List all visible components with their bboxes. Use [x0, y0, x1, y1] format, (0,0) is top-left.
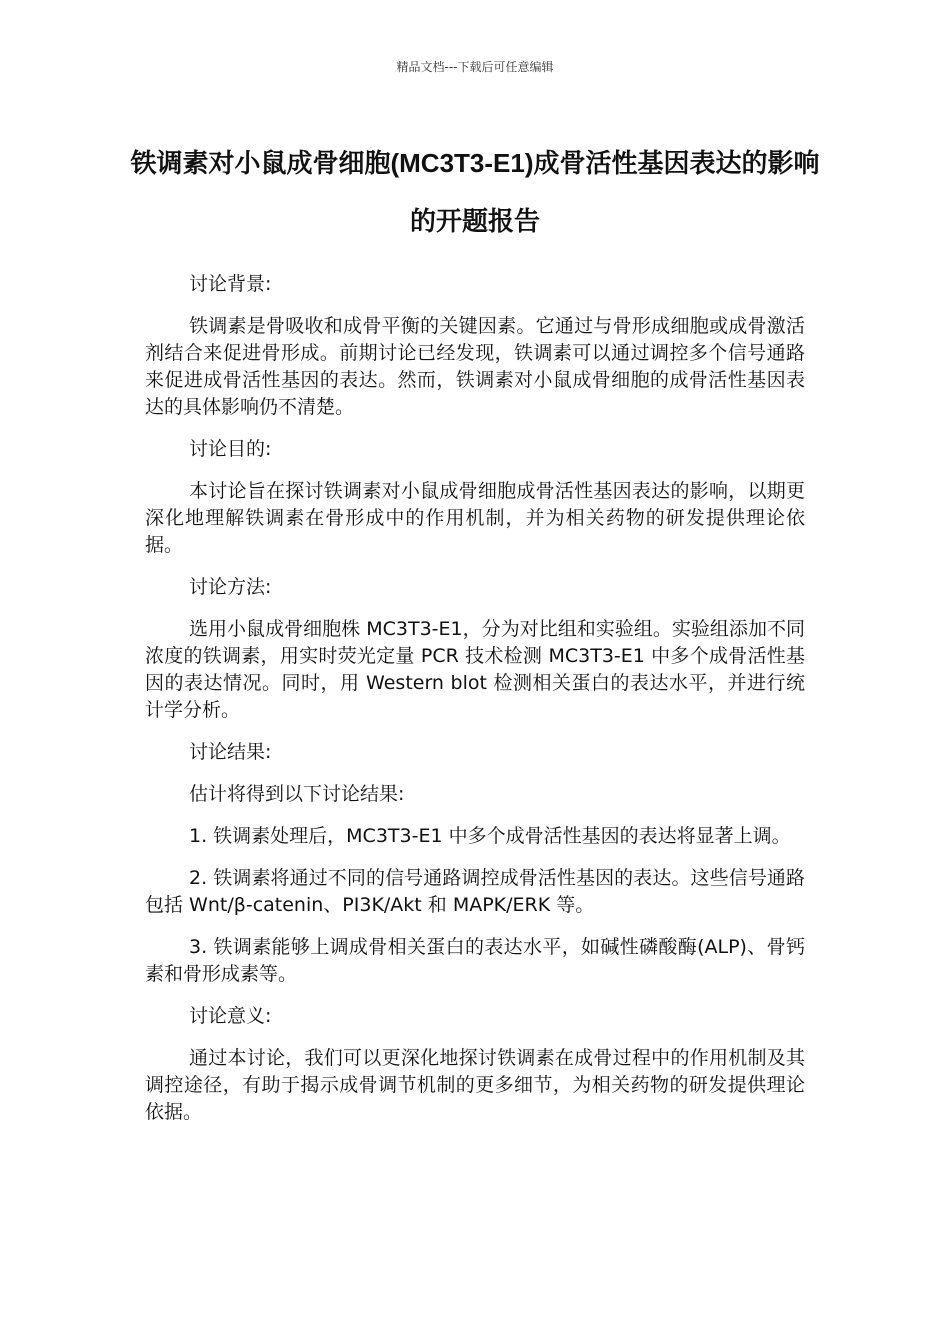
significance-heading: 讨论意义:: [189, 1005, 272, 1027]
purpose-heading: 讨论目的:: [189, 438, 272, 460]
document-title: 铁调素对小鼠成骨细胞(MC3T3-E1)成骨活性基因表达的影响的开题报告: [130, 148, 820, 236]
header-note: 精品文档---下载后可任意编辑: [396, 60, 554, 74]
results-intro: 估计将得到以下讨论结果:: [189, 783, 405, 805]
purpose-paragraph: 本讨论旨在探讨铁调素对小鼠成骨细胞成骨活性基因表达的影响，以期更深化地理解铁调素在骨形成中的作用机制，并为相关药物的研发提供理论依据。: [145, 480, 805, 556]
method-heading: 讨论方法:: [189, 576, 272, 598]
background-heading: 讨论背景:: [189, 273, 272, 295]
document-body: [145, 271, 805, 1141]
result-item-1: 1. 铁调素处理后，MC3T3-E1 中多个成骨活性基因的表达将显著上调。: [189, 825, 791, 847]
result-item-2: 2. 铁调素将通过不同的信号通路调控成骨活性基因的表达。这些信号通路包括 Wnt/β-catenin、PI3K/Akt 和 MAPK/ERK 等。: [145, 867, 805, 916]
result-item-3: 3. 铁调素能够上调成骨相关蛋白的表达水平，如碱性磷酸酶(ALP)、骨钙素和骨形成素等。: [145, 936, 805, 985]
background-paragraph: 铁调素是骨吸收和成骨平衡的关键因素。它通过与骨形成细胞或成骨激活剂结合来促进骨形成。前期讨论已经发现，铁调素可以通过调控多个信号通路来促进成骨活性基因的表达。然而，铁调素对小鼠成骨细胞的成骨活性基因表达的具体影响仍不清楚。: [145, 315, 805, 418]
results-heading: 讨论结果:: [189, 741, 272, 763]
method-paragraph: 选用小鼠成骨细胞株 MC3T3-E1，分为对比组和实验组。实验组添加不同浓度的铁调素，用实时荧光定量 PCR 技术检测 MC3T3-E1 中多个成骨活性基因的表达情况。同时，用 Western blot 检测相关蛋白的表达水平，并进行统计学分析。: [145, 618, 805, 721]
significance-paragraph: 通过本讨论，我们可以更深化地探讨铁调素在成骨过程中的作用机制及其调控途径，有助于揭示成骨调节机制的更多细节，为相关药物的研发提供理论依据。: [145, 1047, 805, 1123]
